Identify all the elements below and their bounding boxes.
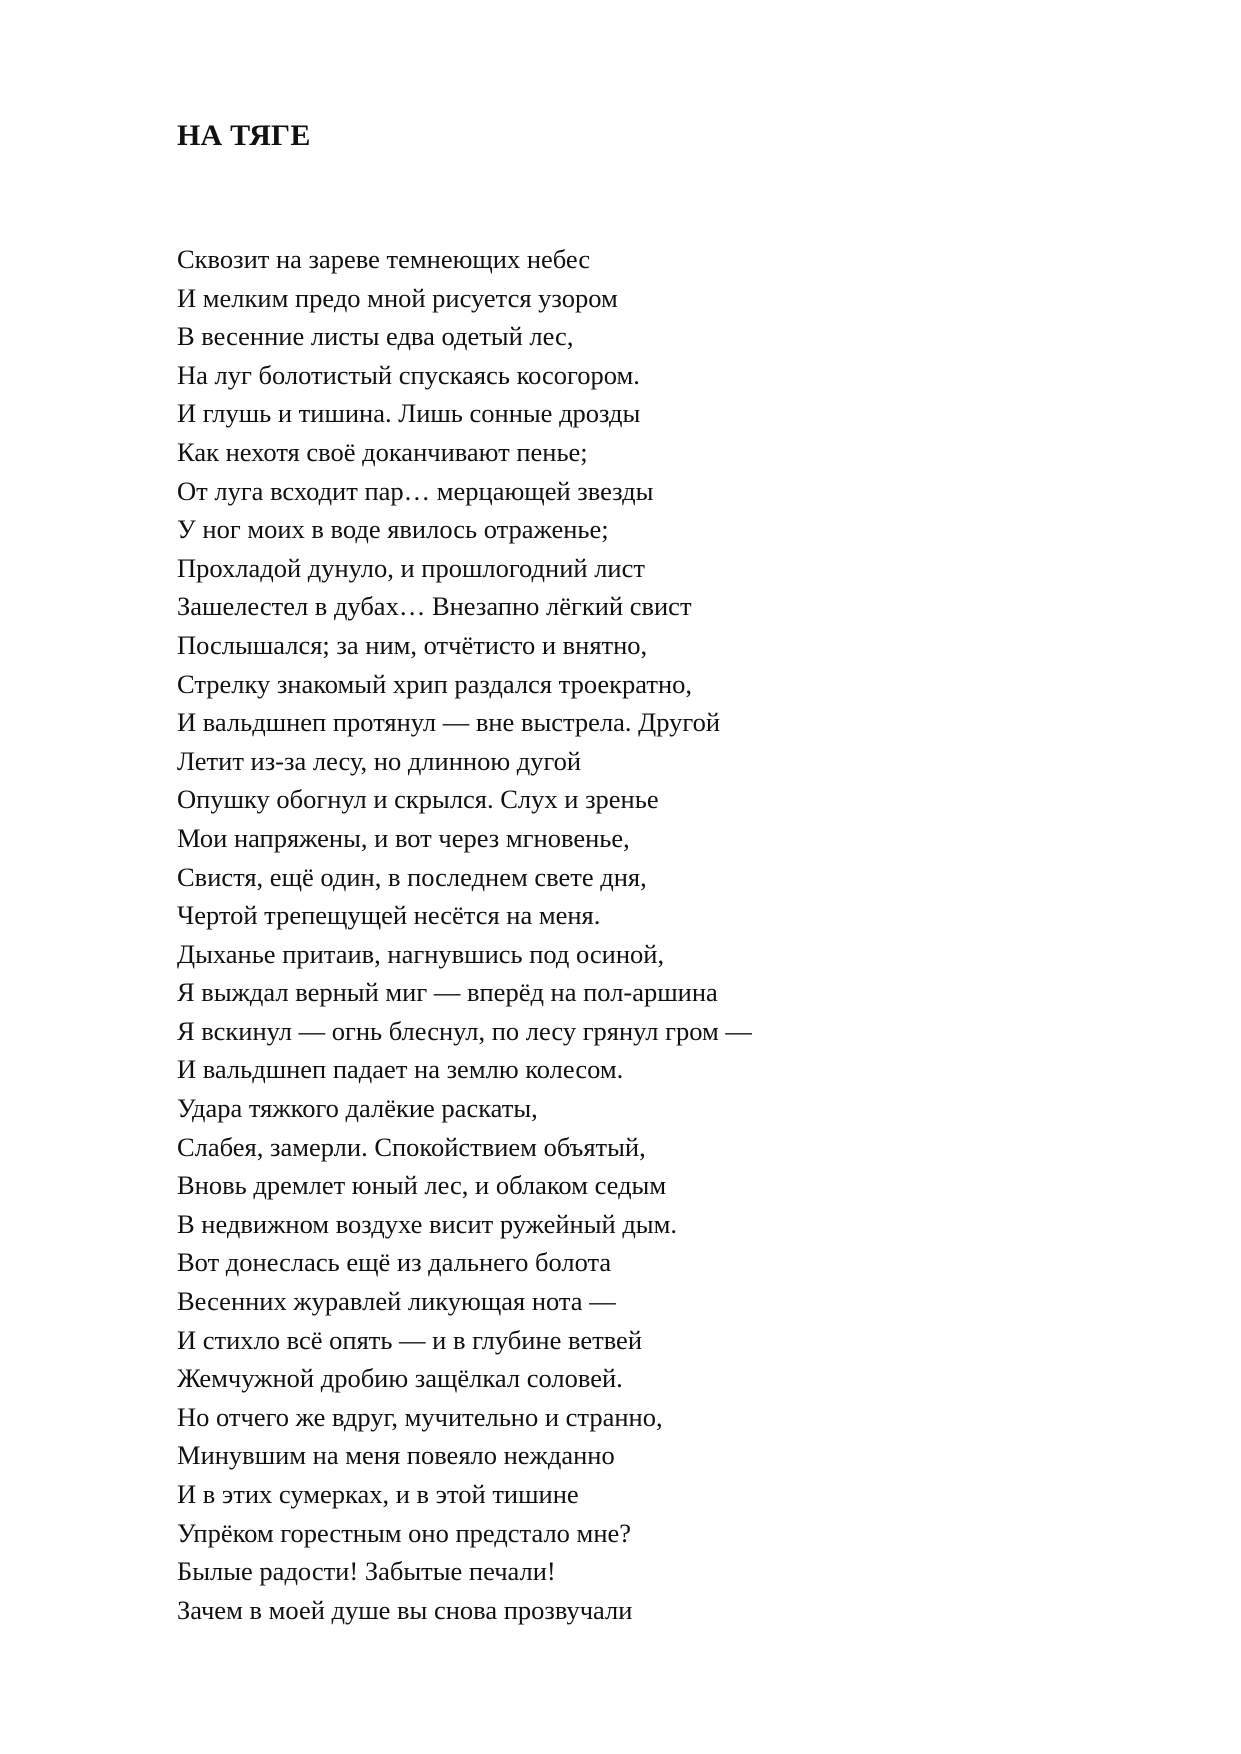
poem-line: Вот донеслась ещё из дальнего болота xyxy=(177,1247,612,1278)
poem-line: И в этих сумерках, и в этой тишине xyxy=(177,1479,579,1509)
poem-line: На луг болотистый спускаясь косогором. xyxy=(177,359,640,390)
poem-line: И мелким предо мной рисуется узором xyxy=(177,282,618,313)
poem-line: Жемчужной дробию защёлкал соловей. xyxy=(177,1363,623,1394)
poem-line: Прохладой дунуло, и прошлогодний лист xyxy=(177,552,645,583)
poem-line: Слабея, замерли. Спокойствием объятый, xyxy=(177,1131,646,1162)
poem-line: Былые радости! Забытые печали! xyxy=(177,1556,556,1587)
poem-line: В весенние листы едва одетый лес, xyxy=(177,321,574,352)
poem-line: Послышался; за ним, отчётисто и внятно, xyxy=(177,629,648,660)
poem-line: И стихло всё опять — и в глубине ветвей xyxy=(177,1324,643,1355)
poem-line: Я выждал верный миг — вперёд на пол-аршина xyxy=(177,977,718,1008)
poem-line: И вальдшнеп падает на землю колесом. xyxy=(177,1054,624,1085)
poem-title: НА ТЯГЕ xyxy=(177,119,311,152)
poem-line: Я вскинул — огнь блеснул, по лесу грянул гром — xyxy=(177,1015,752,1046)
poem-line: И глушь и тишина. Лишь сонные дрозды xyxy=(177,398,641,429)
poem-line: Сквозит на зареве темнеющих небес xyxy=(177,244,591,274)
poem-line: Но отчего же вдруг, мучительно и странно, xyxy=(177,1401,663,1432)
poem-line: Вновь дремлет юный лес, и облаком седым xyxy=(177,1170,667,1201)
poem-line: Дыханье притаив, нагнувшись под осиной, xyxy=(177,938,665,969)
poem-line: Удара тяжкого далёкие раскаты, xyxy=(177,1093,538,1124)
poem-line: Весенних журавлей ликующая нота — xyxy=(177,1286,616,1317)
poem-line: В недвижном воздухе висит ружейный дым. xyxy=(177,1208,678,1239)
poem-line: Упрёком горестным оно предстало мне? xyxy=(177,1517,632,1548)
poem-line: Зачем в моей душе вы снова прозвучали xyxy=(177,1594,633,1625)
poem-line: От луга всходит пар… мерцающей звезды xyxy=(177,475,654,506)
poem-line: У ног моих в воде явилось отраженье; xyxy=(177,514,609,545)
poem-line: Как нехотя своё доканчивают пенье; xyxy=(177,436,588,467)
poem-line: Зашелестел в дубах… Внезапно лёгкий свист xyxy=(177,591,692,622)
poem-line: Стрелку знакомый хрип раздался троекратно, xyxy=(177,668,693,699)
poem-body xyxy=(177,240,1077,1629)
poem-line: И вальдшнеп протянул — вне выстрела. Другой xyxy=(177,707,721,738)
poem-line: Чертой трепещущей несётся на меня. xyxy=(177,900,601,931)
poem-line: Летит из-за лесу, но длинною дугой xyxy=(177,745,582,776)
poem-line: Минувшим на меня повеяло нежданно xyxy=(177,1440,615,1471)
poem-line: Свистя, ещё один, в последнем свете дня, xyxy=(177,861,647,892)
poem-line: Опушку обогнул и скрылся. Слух и зренье xyxy=(177,784,659,815)
poem-line: Мои напряжены, и вот через мгновенье, xyxy=(177,822,630,853)
